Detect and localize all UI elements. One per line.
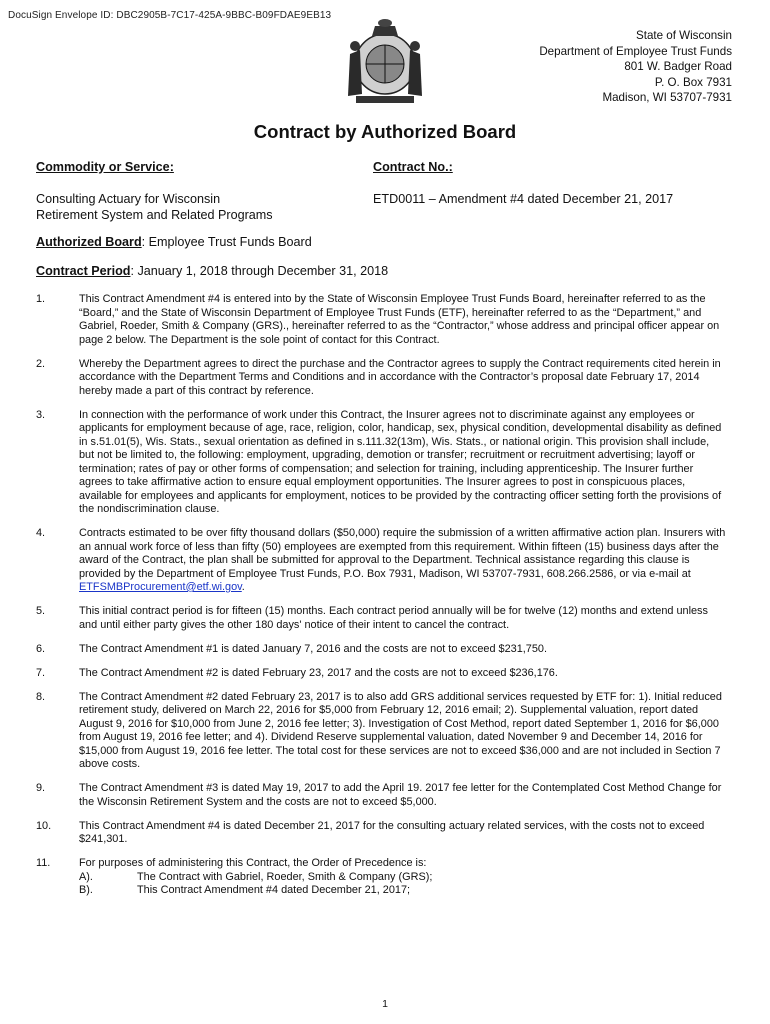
clause-text: In connection with the performance of work under this Contract, the Insurer agrees not to discriminate against any employees or applicants for employment because of age, race, religion, color, handicap, sex, physical condition, developmental disability as defined in s.51.01(5), Wis. Stats., sexual orientation as defined in s.111.32(13m), Wis. Stats., or national origin. This provision shall include, but not be limited to, the following: employment, upgrading, demotion or transfer; recruitment or recruitment advertising; layoff or termination; rates of pay or other forms of compensation; and selection for training, including apprenticeship. The Insurer further agrees to take affirmative action to ensure equal employment opportunities. The Insurer agrees to post in conspicuous places, available for employees and applicants for employment, notices to be provided by the contracting officer setting forth the provisions of the nondiscrimination clause.	[79, 408, 722, 515]
clause-number: 5.	[36, 605, 46, 617]
address-street: 801 W. Badger Road	[624, 60, 732, 73]
contract-clauses	[36, 293, 726, 908]
clause-text	[79, 527, 726, 595]
clause-number: 7.	[36, 666, 46, 679]
clause-number: 11.	[36, 857, 51, 869]
agency-address	[539, 28, 732, 106]
document-title: Contract by Authorized Board	[253, 121, 517, 142]
contract-no-value: ETD0011 – Amendment #4 dated December 21, 2017	[373, 192, 674, 206]
wisconsin-state-seal-icon	[340, 16, 430, 106]
clause-text: The Contract Amendment #3 is dated May 19, 2017 to add the April 19. 2017 fee letter for the Contemplated Cost Method Change for the Wisconsin Retirement System and the costs are not to exceed $5,000.	[79, 782, 722, 808]
clause-number: 1.	[36, 293, 46, 305]
clause-text: This initial contract period is for fifteen (15) months. Each contract period annually will be for twelve (12) months and extend unless and until either party gives the other 180 days' notice of their intent to cancel the contract.	[79, 605, 708, 631]
clause-text: The Contract Amendment #1 is dated January 7, 2016 and the costs are not to exceed $231,750.	[79, 642, 547, 655]
precedence-letter: B).	[79, 884, 93, 896]
clause-text: The Contract Amendment #2 dated February 23, 2017 is to also add GRS additional services requested by ETF for: 1). Initial reduced retirement study, delivered on March 22, 2016 for $5,000 from February 12, 2016 email; 2). Supplemental valuation, report dated August 9, 2016 for $10,000 from June 2, 2016 fee letter; 3). Investigation of Cost Method, report dated September 1, 2016 for $6,000 from August 19, 2016 fee letter; and 4). Dividend Reserve supplemental valuation, dated November 9 and December 14, 2016 for $15,000 from August 19, 2016 fee letter. The total cost for these services are not to exceed $36,000 and are not included in Section 7 above costs.	[79, 690, 722, 770]
clause-number: 8.	[36, 690, 46, 703]
clause-text: Whereby the Department agrees to direct the purchase and the Contractor agrees to supply the Contract requirements cited herein in accordance with the Department Terms and Conditions and in accordance with the Contractor’s proposal date February 17, 2014 hereby made a part of this contract by reference.	[79, 357, 721, 397]
clause-number: 10.	[36, 819, 52, 832]
commodity-label: Commodity or Service:	[36, 160, 174, 174]
precedence-item-a	[79, 871, 726, 885]
clause-number: 9.	[36, 782, 46, 794]
clause-number: 6.	[36, 642, 46, 655]
clause-text: The Contract Amendment #2 is dated February 23, 2017 and the costs are not to exceed $236,176.	[79, 666, 558, 679]
precedence-text: The Contract with Gabriel, Roeder, Smith & Company (GRS);	[137, 870, 433, 883]
clause-5	[36, 605, 726, 632]
address-city: Madison, WI 53707-7931	[602, 91, 732, 104]
clause-11	[36, 857, 726, 898]
docusign-envelope-id: DocuSign Envelope ID: DBC2905B-7C17-425A-9BBC-B09FDAE9EB13	[8, 10, 332, 21]
clause-9	[36, 782, 726, 809]
address-state: State of Wisconsin	[635, 29, 732, 42]
commodity-value	[36, 191, 273, 223]
precedence-item-b	[79, 884, 726, 898]
clause-4	[36, 527, 726, 595]
clause-6	[36, 643, 726, 657]
address-po-box: P. O. Box 7931	[654, 75, 732, 89]
authorized-board-label: Authorized Board	[36, 235, 142, 249]
page-number: 1	[382, 998, 388, 1010]
precedence-text: This Contract Amendment #4 dated December 21, 2017;	[137, 884, 411, 896]
clause-2	[36, 358, 726, 399]
clause-7	[36, 667, 726, 681]
procurement-email-link[interactable]: ETFSMBProcurement@etf.wi.gov	[79, 581, 242, 593]
commodity-line-2: Retirement System and Related Programs	[36, 208, 273, 222]
contract-period-label: Contract Period	[36, 264, 131, 278]
clause-text	[79, 857, 726, 898]
address-department: Department of Employee Trust Funds	[539, 44, 732, 58]
clause-1	[36, 293, 726, 347]
commodity-line-1: Consulting Actuary for Wisconsin	[36, 192, 221, 206]
clause-8	[36, 691, 726, 772]
clause-number: 3.	[36, 408, 46, 421]
clause-text-intro: For purposes of administering this Contract, the Order of Precedence is:	[79, 857, 427, 869]
clause-number: 4.	[36, 527, 46, 539]
contract-period-value: : January 1, 2018 through December 31, 2018	[130, 264, 389, 278]
clause-text-end: .	[241, 581, 245, 593]
clause-10	[36, 820, 726, 847]
clause-text: This Contract Amendment #4 is dated December 21, 2017 for the consulting actuary related services, with the costs not to exceed $241,301.	[79, 819, 705, 845]
clause-text: This Contract Amendment #4 is entered into by the State of Wisconsin Employee Trust Funds Board, hereinafter referred to as the “Board,” and the State of Wisconsin Department of Employee Trust Funds (ETF), hereinafter referred to as the “Department,” and Gabriel, Roeder, Smith & Company (GRS)., hereinafter referred to as the “Contractor,” whose address and principal officer appear on page 2 below. The Department is the sole point of contact for this Contract.	[79, 293, 720, 346]
clause-text-body: Contracts estimated to be over fifty thousand dollars ($50,000) require the submission of a written affirmative action plan. Insurers with an annual work force of less than fifty (50) employees are exempted from this requirement. Within fifteen (15) business days after the award of the Contract, the plan shall be submitted for approval to the Department. Technical assistance regarding this clause is provided by the Department of Employee Trust Funds, P.O. Box 7931, Madison, WI 53707-7931, 608.266.2586, or via e-mail at	[79, 527, 726, 580]
clause-3	[36, 409, 726, 517]
clause-number: 2.	[36, 357, 46, 370]
authorized-board	[36, 235, 312, 249]
contract-no-label: Contract No.:	[373, 160, 453, 174]
precedence-letter: A).	[79, 870, 93, 883]
authorized-board-value: : Employee Trust Funds Board	[141, 235, 312, 249]
contract-period	[36, 264, 388, 278]
